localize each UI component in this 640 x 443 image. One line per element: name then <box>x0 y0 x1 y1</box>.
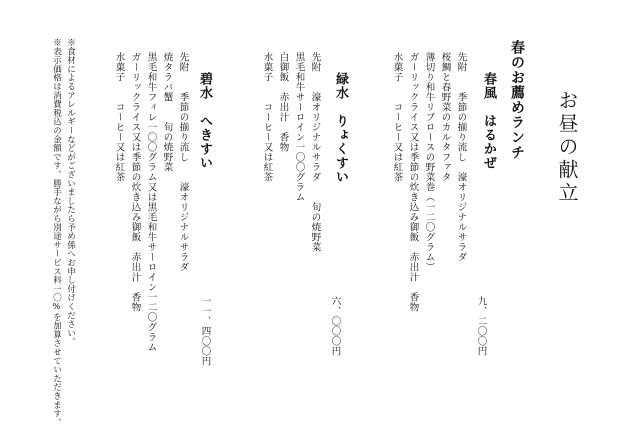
course-name-ryokusui: 緑水 りょくすい <box>333 72 348 184</box>
menu-item: 白御飯 赤出汁 香物 <box>277 52 289 152</box>
menu-item: 黒毛和牛サーロイン一〇〇グラム <box>293 52 305 202</box>
menu-item: 水菓子 コーヒー又は紅茶 <box>391 52 403 182</box>
course-price: 一一、四〇〇円 <box>199 296 211 366</box>
menu-item: 先附 季節の揃り流し 濠オリジナルサラダ <box>455 52 467 262</box>
menu-item: 桜鯛と春野菜のカルタファタ <box>439 52 451 182</box>
menu-item: 焼タラバ蟹 旬の焼野菜 <box>161 52 173 172</box>
course-name-hekisui: 碧水 へきすい <box>197 72 212 170</box>
menu-item: 水菓子 コーヒー又は紅茶 <box>113 52 125 182</box>
menu-item: 先附 濠オリジナルサラダ 旬の焼野菜 <box>309 52 321 252</box>
menu-item: 黒毛和牛フィレ一〇〇グラム又は黒毛和牛サーロイン一二〇グラム <box>145 52 157 352</box>
menu-item: ガーリックライス又は季節の炊き込み御飯 赤出汁 香物 <box>407 52 419 312</box>
menu-item: 薄切り和牛リブロースの野菜巻（一二〇グラム） <box>423 52 435 272</box>
menu-item: ガーリックライス又は季節の炊き込み御飯 赤出汁 香物 <box>129 52 141 312</box>
course-price: 九、二〇〇円 <box>475 296 487 356</box>
menu-item: 水菓子 コーヒー又は紅茶 <box>261 52 273 182</box>
allergy-note: ※食材によるアレルギーなどがございましたら予め係へお申し付けください。 <box>65 38 76 346</box>
menu-item: 先附 季節の揃り流し 濠オリジナルサラダ <box>177 52 189 272</box>
page-title: お昼の献立 <box>555 90 579 205</box>
course-price: 六、〇〇〇円 <box>329 296 341 356</box>
price-note: ※表示価格は消費税込の金額です。勝手ながら別途サービス料一〇%を加算させていただきます。 <box>51 38 62 427</box>
lunch-title: 春のお薦めランチ <box>509 40 525 160</box>
course-name-harukaze: 春風 はるかぜ <box>481 72 496 170</box>
